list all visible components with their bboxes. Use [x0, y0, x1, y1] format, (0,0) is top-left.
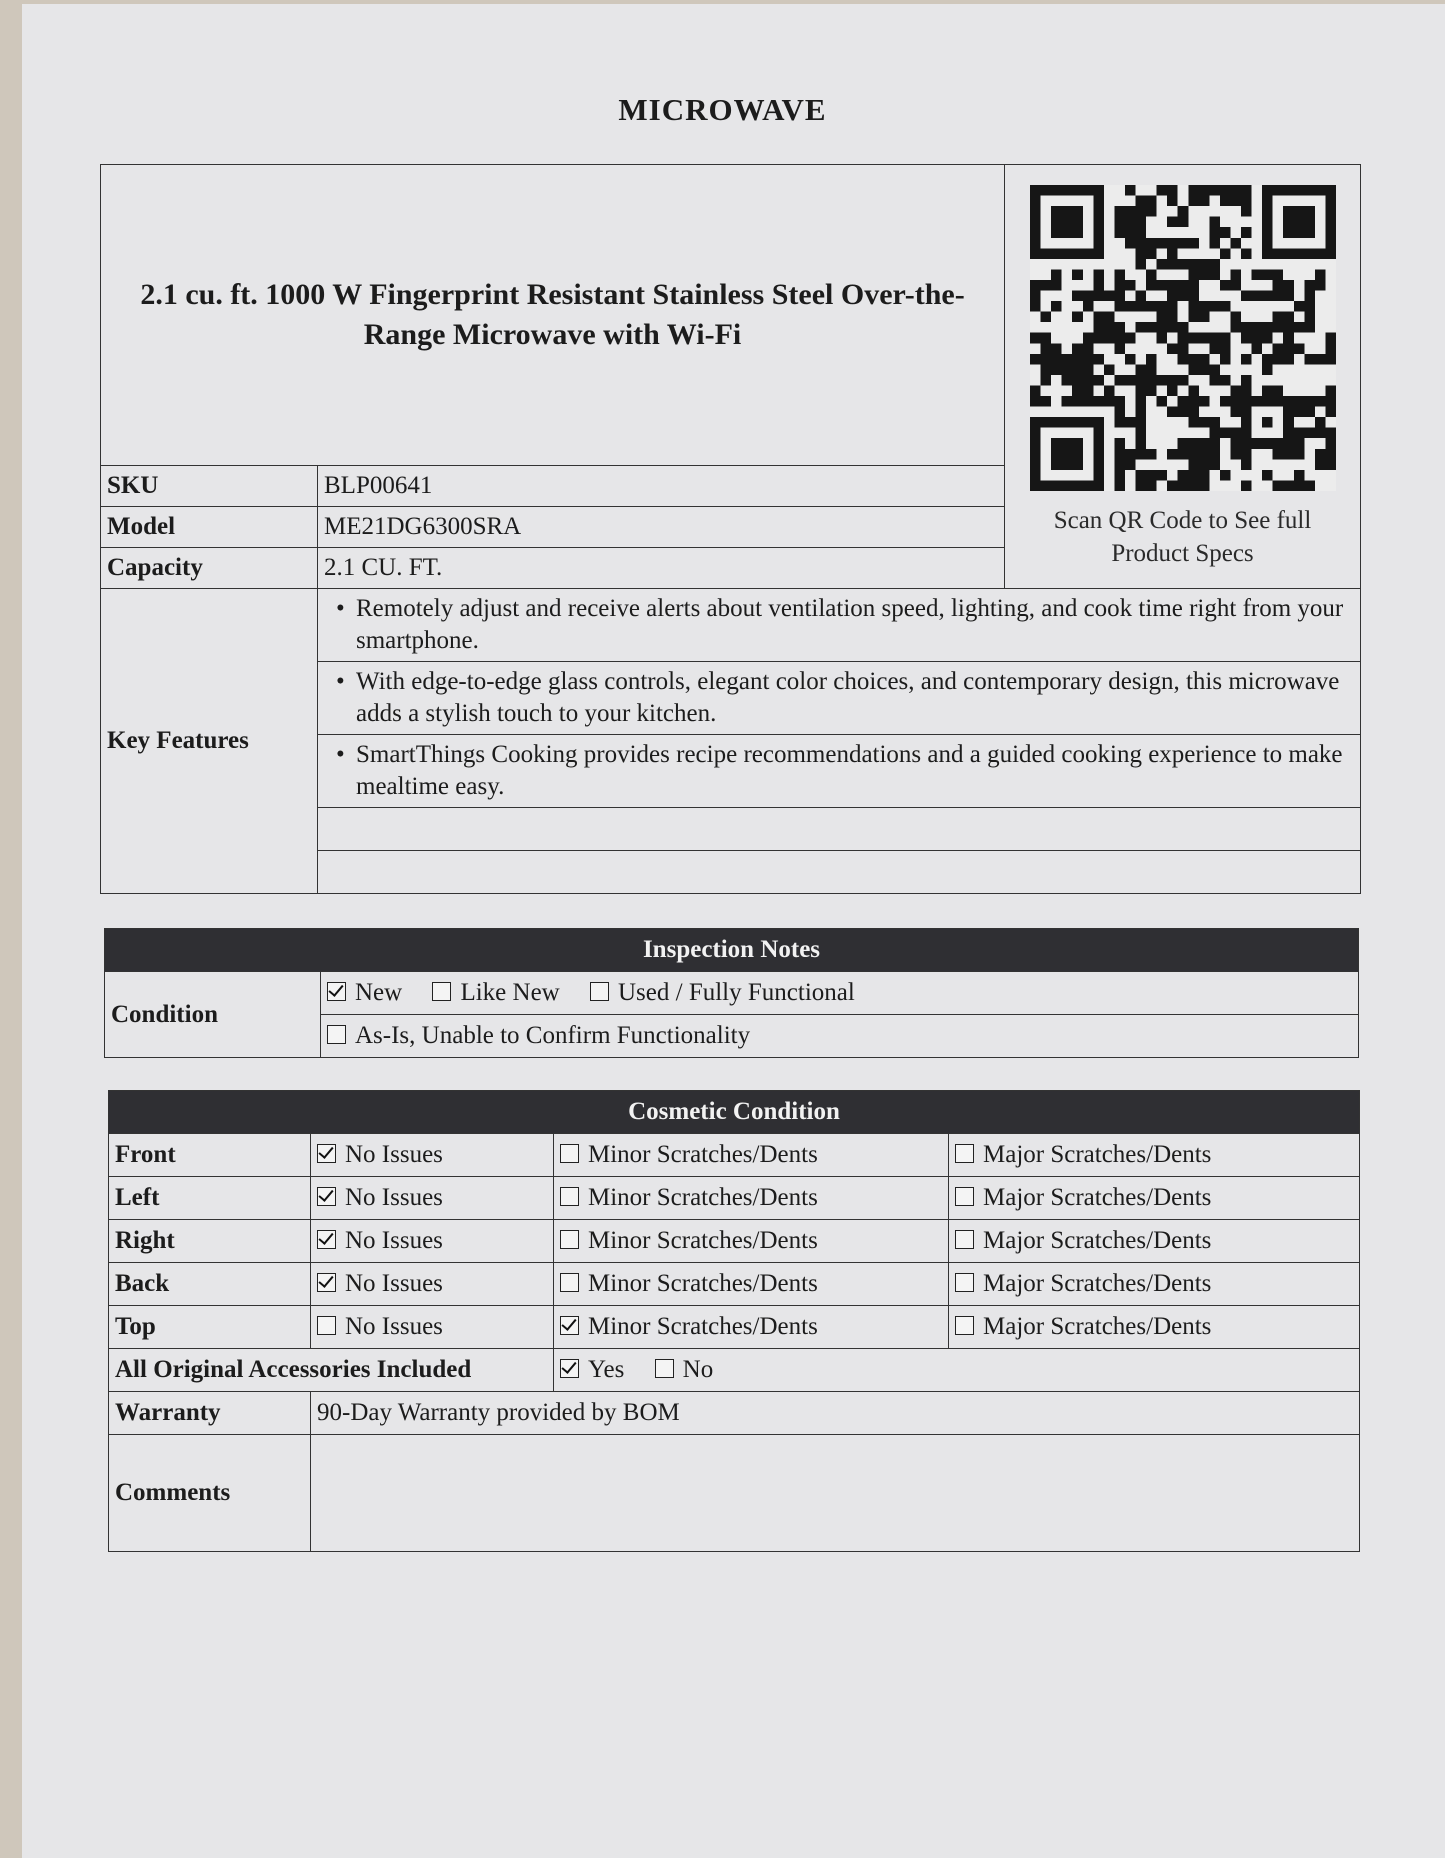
checkbox-icon[interactable] — [432, 982, 451, 1001]
feature-item — [318, 589, 1361, 662]
cosmetic-option[interactable] — [554, 1220, 949, 1263]
option-label: Minor Scratches/Dents — [588, 1227, 818, 1254]
cosmetic-row — [109, 1134, 1360, 1177]
qr-cell — [1005, 165, 1361, 589]
feature-empty-row — [318, 851, 1361, 894]
cosmetic-option[interactable] — [949, 1263, 1360, 1306]
cosmetic-option[interactable] — [311, 1263, 554, 1306]
option-label: Major Scratches/Dents — [983, 1227, 1212, 1254]
option-label: New — [355, 979, 403, 1006]
option-label: As-Is, Unable to Confirm Functionality — [355, 1022, 751, 1049]
sku-label: SKU — [101, 466, 318, 507]
cosmetic-row-label: Top — [109, 1306, 311, 1349]
bullet-icon: • — [336, 594, 345, 622]
capacity-value: 2.1 CU. FT. — [318, 548, 1005, 589]
feature-text: With edge-to-edge glass controls, elegant color choices, and contemporary design, this microwave adds a stylish touch to your kitchen. — [356, 667, 1340, 727]
inspection-table — [104, 928, 1359, 1058]
feature-item — [318, 735, 1361, 808]
model-label: Model — [101, 507, 318, 548]
inspection-header: Inspection Notes — [105, 929, 1359, 972]
option-label: No Issues — [345, 1227, 443, 1254]
accessories-options — [554, 1349, 1360, 1392]
condition-options — [321, 1015, 1359, 1058]
checkbox-icon[interactable] — [560, 1316, 579, 1335]
cosmetic-option[interactable] — [554, 1306, 949, 1349]
checkbox-icon[interactable] — [955, 1144, 974, 1163]
cosmetic-row — [109, 1220, 1360, 1263]
cosmetic-row-label: Left — [109, 1177, 311, 1220]
checkbox-icon[interactable] — [955, 1316, 974, 1335]
key-features-label: Key Features — [101, 589, 318, 894]
bullet-icon: • — [336, 667, 345, 695]
cosmetic-option[interactable] — [554, 1177, 949, 1220]
checkbox-icon[interactable] — [955, 1187, 974, 1206]
condition-options — [321, 972, 1359, 1015]
option-label: Major Scratches/Dents — [983, 1313, 1212, 1340]
checkbox-icon[interactable] — [560, 1187, 579, 1206]
checkbox-icon[interactable] — [560, 1359, 579, 1378]
accessories-no[interactable] — [655, 1356, 714, 1384]
checkbox-icon[interactable] — [317, 1273, 336, 1292]
checkbox-icon[interactable] — [317, 1230, 336, 1249]
cosmetic-option[interactable] — [311, 1134, 554, 1177]
bullet-icon: • — [336, 740, 345, 768]
cosmetic-row-label: Back — [109, 1263, 311, 1306]
option-label: Major Scratches/Dents — [983, 1270, 1212, 1297]
checkbox-icon[interactable] — [955, 1273, 974, 1292]
option-label: Used / Fully Functional — [618, 979, 855, 1006]
checkbox-icon[interactable] — [655, 1359, 674, 1378]
option-label: Major Scratches/Dents — [983, 1141, 1212, 1168]
cosmetic-option[interactable] — [311, 1177, 554, 1220]
model-value: ME21DG6300SRA — [318, 507, 1005, 548]
qr-code-icon[interactable] — [1030, 185, 1336, 491]
condition-option-used[interactable] — [590, 979, 855, 1007]
cosmetic-option[interactable] — [949, 1306, 1360, 1349]
checkbox-icon[interactable] — [327, 1025, 346, 1044]
feature-empty-row — [318, 808, 1361, 851]
checkbox-icon[interactable] — [317, 1316, 336, 1335]
option-label: No Issues — [345, 1141, 443, 1168]
cosmetic-option[interactable] — [949, 1177, 1360, 1220]
feature-text: SmartThings Cooking provides recipe recommendations and a guided cooking experience to make mealtime easy. — [356, 740, 1343, 800]
checkbox-icon[interactable] — [560, 1144, 579, 1163]
cosmetic-option[interactable] — [554, 1263, 949, 1306]
option-label: Minor Scratches/Dents — [588, 1184, 818, 1211]
cosmetic-row — [109, 1306, 1360, 1349]
option-label: Like New — [460, 979, 560, 1006]
option-label: No Issues — [345, 1270, 443, 1297]
sku-value: BLP00641 — [318, 466, 1005, 507]
cosmetic-row-label: Right — [109, 1220, 311, 1263]
option-label: Minor Scratches/Dents — [588, 1141, 818, 1168]
warranty-label: Warranty — [109, 1392, 311, 1435]
cosmetic-option[interactable] — [949, 1220, 1360, 1263]
cosmetic-row — [109, 1263, 1360, 1306]
condition-label: Condition — [105, 972, 321, 1058]
checkbox-icon[interactable] — [955, 1230, 974, 1249]
capacity-label: Capacity — [101, 548, 318, 589]
cosmetic-option[interactable] — [949, 1134, 1360, 1177]
cosmetic-option[interactable] — [311, 1220, 554, 1263]
option-label: No — [682, 1356, 714, 1383]
product-name: 2.1 cu. ft. 1000 W Fingerprint Resistant Stainless Steel Over-the-Range Microwave with Wi-Fi — [101, 165, 1005, 466]
option-label: Yes — [588, 1356, 625, 1383]
comments-label: Comments — [109, 1435, 311, 1552]
option-label: Minor Scratches/Dents — [588, 1313, 818, 1340]
comments-field[interactable] — [311, 1435, 1360, 1552]
condition-option-like-new[interactable] — [432, 979, 559, 1007]
checkbox-icon[interactable] — [560, 1230, 579, 1249]
document-title: MICROWAVE — [618, 92, 827, 127]
product-table — [100, 164, 1361, 894]
condition-option-new[interactable] — [327, 979, 402, 1007]
feature-item — [318, 662, 1361, 735]
cosmetic-row-label: Front — [109, 1134, 311, 1177]
cosmetic-option[interactable] — [554, 1134, 949, 1177]
option-label: No Issues — [345, 1184, 443, 1211]
condition-option-as-is[interactable] — [327, 1022, 750, 1050]
cosmetic-table — [108, 1090, 1360, 1552]
option-label: Major Scratches/Dents — [983, 1184, 1212, 1211]
checkbox-icon[interactable] — [317, 1187, 336, 1206]
cosmetic-header: Cosmetic Condition — [109, 1091, 1360, 1134]
warranty-value: 90-Day Warranty provided by BOM — [311, 1392, 1360, 1435]
feature-text: Remotely adjust and receive alerts about ventilation speed, lighting, and cook time right from your smartphone. — [356, 594, 1344, 654]
checkbox-icon[interactable] — [317, 1144, 336, 1163]
option-label: No Issues — [345, 1313, 443, 1340]
checkbox-icon[interactable] — [560, 1273, 579, 1292]
checkbox-icon[interactable] — [590, 982, 609, 1001]
cosmetic-option[interactable] — [311, 1306, 554, 1349]
checkbox-icon[interactable] — [327, 982, 346, 1001]
cosmetic-row — [109, 1177, 1360, 1220]
qr-caption: Scan QR Code to See full Product Specs — [1053, 507, 1312, 567]
accessories-label: All Original Accessories Included — [109, 1349, 554, 1392]
accessories-yes[interactable] — [560, 1356, 624, 1384]
option-label: Minor Scratches/Dents — [588, 1270, 818, 1297]
